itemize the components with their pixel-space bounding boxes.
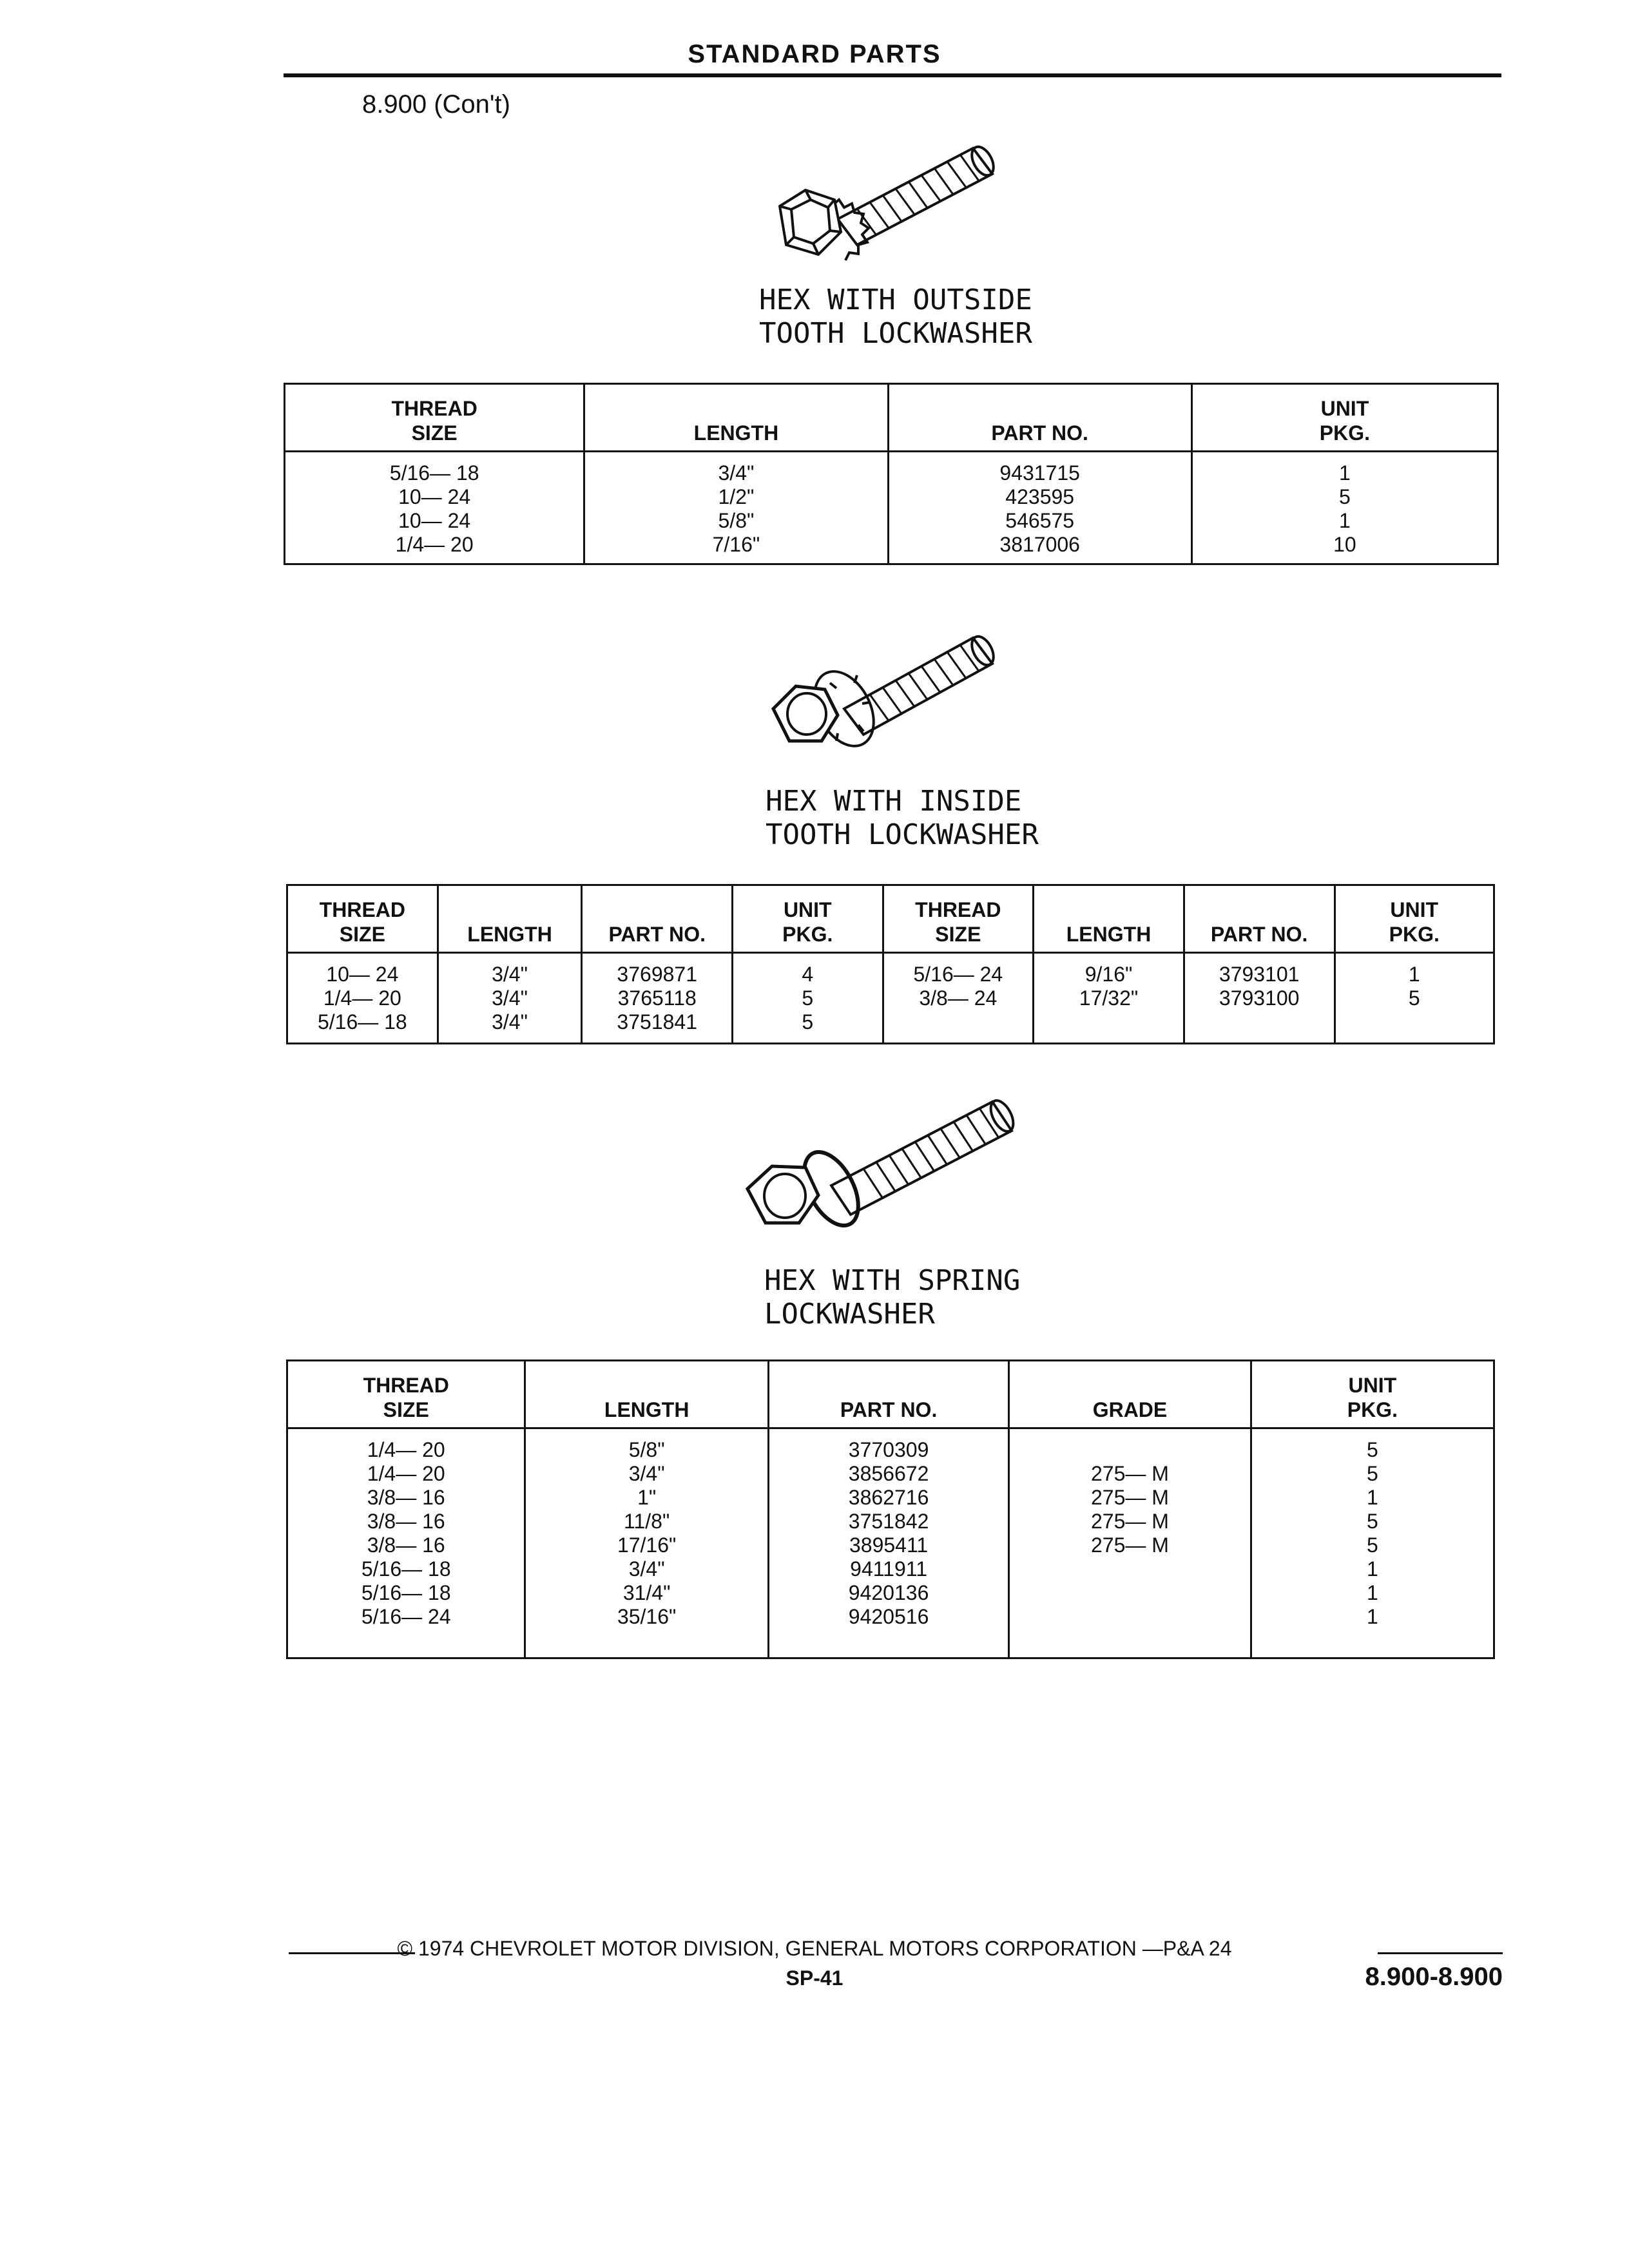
column-header: LENGTH (525, 1361, 768, 1428)
table-cell: 275— M (1091, 1462, 1169, 1485)
bolt-outside-tooth-lockwasher-icon (760, 129, 1018, 277)
column-header: PART NO. (582, 885, 733, 953)
section-reference: 8.900 (Con't) (362, 90, 510, 119)
table-cell: 10— 24 (398, 485, 471, 508)
section-caption: HEX WITH OUTSIDE TOOTH LOCKWASHER (759, 284, 1032, 350)
table-cell: 3751841 (617, 1010, 697, 1033)
column-header: THREAD SIZE (883, 885, 1034, 953)
table-cell: 11/8" (624, 1510, 670, 1533)
table-cell: 1/4— 20 (323, 986, 401, 1010)
thread-size-cells (287, 1428, 525, 1658)
table-cell: 3793100 (1219, 986, 1300, 1010)
length-cells (525, 1428, 768, 1658)
table-cell: 3/4" (492, 1010, 528, 1033)
header-rule (284, 73, 1501, 77)
unit-pkg-cells (733, 953, 883, 1044)
table-cell (1014, 1605, 1246, 1629)
table-cell: 5 (1339, 485, 1351, 508)
section-caption: HEX WITH SPRING LOCKWASHER (764, 1264, 1021, 1331)
table-cell: 10— 24 (326, 963, 399, 986)
table-cell: 1 (1366, 1581, 1378, 1604)
table-cell: 9411911 (850, 1557, 927, 1581)
parts-table-outside-tooth (284, 383, 1499, 565)
table-cell: 1" (637, 1486, 657, 1509)
table-row (285, 452, 1498, 564)
table-cell: 5 (1366, 1462, 1378, 1485)
table-cell (1014, 1557, 1246, 1581)
table-cell (888, 1010, 1029, 1034)
column-header: PART NO. (1184, 885, 1335, 953)
column-header: UNIT PKG. (1335, 885, 1494, 953)
table-cell: 5/16— 18 (361, 1557, 451, 1581)
table-cell: 1/4— 20 (367, 1462, 445, 1485)
column-header: UNIT PKG. (1251, 1361, 1494, 1428)
table-cell: 546575 (1005, 509, 1075, 532)
column-header: UNIT PKG. (733, 885, 883, 953)
table-cell: 3/8— 16 (367, 1486, 445, 1509)
table-cell: 3895411 (849, 1533, 929, 1557)
page-number: SP-41 (786, 1966, 843, 1990)
column-header: LENGTH (438, 885, 582, 953)
length-cells (438, 953, 582, 1044)
part-number-cells (768, 1428, 1008, 1658)
section-caption: HEX WITH INSIDE TOOTH LOCKWASHER (766, 785, 1039, 851)
table-cell: 9420516 (848, 1605, 929, 1628)
table-cell: 10 (1333, 533, 1356, 556)
copyright-notice: © 1974 CHEVROLET MOTOR DIVISION, GENERAL MOTORS CORPORATION —P&A 24 (397, 1937, 1232, 1960)
table-cell: 275— M (1091, 1533, 1169, 1557)
table-row (287, 953, 1494, 1044)
parts-table-inside-tooth (286, 884, 1495, 1044)
table-cell: 1/2" (718, 485, 755, 508)
table-cell (1340, 1010, 1490, 1034)
table-cell: 1 (1408, 963, 1420, 986)
page-header-title: STANDARD PARTS (688, 40, 941, 68)
table-cell: 3/4" (628, 1462, 665, 1485)
thread-size-cells (287, 953, 438, 1044)
part-number-cells (1184, 953, 1335, 1044)
table-cell: 1/4— 20 (395, 533, 474, 556)
table-row (287, 1428, 1494, 1658)
table-cell: 7/16" (712, 533, 760, 556)
table-cell: 5 (1408, 986, 1420, 1010)
table-cell: 3/4" (492, 963, 528, 986)
column-header: UNIT PKG. (1191, 384, 1498, 452)
table-cell: 5/16— 18 (317, 1010, 407, 1033)
parts-table-spring-lockwasher (286, 1360, 1495, 1659)
table-cell: 1 (1366, 1486, 1378, 1509)
table-cell: 3765118 (617, 986, 697, 1010)
table-cell (1014, 1581, 1246, 1605)
table-cell: 3770309 (848, 1438, 929, 1461)
table-cell: 4 (802, 963, 814, 986)
unit-pkg-cells (1335, 953, 1494, 1044)
bolt-spring-lockwasher-icon (735, 1076, 1044, 1250)
table-cell: 3793101 (1219, 963, 1300, 986)
table-cell: 1 (1339, 461, 1351, 485)
table-cell: 275— M (1091, 1510, 1169, 1533)
table-cell: 5/16— 24 (913, 963, 1003, 986)
length-cells (584, 452, 888, 564)
column-header: PART NO. (768, 1361, 1008, 1428)
table-cell: 423595 (1005, 485, 1075, 508)
table-cell (1038, 1010, 1179, 1034)
table-cell: 1/4— 20 (367, 1438, 445, 1461)
thread-size-cells (285, 452, 584, 564)
table-cell: 5/8" (628, 1438, 665, 1461)
table-cell: 9420136 (848, 1581, 929, 1604)
bolt-inside-tooth-lockwasher-icon (760, 612, 1018, 767)
column-header: LENGTH (1034, 885, 1184, 953)
table-cell: 9/16" (1084, 963, 1133, 986)
table-cell: 3/4" (628, 1557, 665, 1581)
table-cell: 5/16— 18 (389, 461, 479, 485)
table-cell: 3817006 (999, 533, 1080, 556)
table-cell: 5 (1366, 1533, 1378, 1557)
part-number-cells (582, 953, 733, 1044)
table-cell: 1 (1366, 1605, 1378, 1628)
table-cell: 3769871 (617, 963, 697, 986)
table-cell: 5/16— 24 (361, 1605, 451, 1628)
table-cell: 3/4" (718, 461, 755, 485)
table-cell: 275— M (1091, 1486, 1169, 1509)
table-cell (1014, 1438, 1246, 1462)
unit-pkg-cells (1191, 452, 1498, 564)
length-cells (1034, 953, 1184, 1044)
column-header: THREAD SIZE (287, 885, 438, 953)
table-cell: 5 (802, 1010, 814, 1033)
grade-cells (1009, 1428, 1251, 1658)
column-header: THREAD SIZE (287, 1361, 525, 1428)
table-cell: 10— 24 (398, 509, 471, 532)
table-cell: 5/16— 18 (361, 1581, 451, 1604)
table-cell: 3751842 (848, 1510, 929, 1533)
table-cell: 5 (802, 986, 814, 1010)
table-cell: 5/8" (718, 509, 755, 532)
table-cell: 5 (1366, 1510, 1378, 1533)
table-cell: 17/16" (617, 1533, 677, 1557)
table-cell (1189, 1010, 1330, 1034)
table-cell: 31/4" (622, 1581, 671, 1604)
column-header: LENGTH (584, 384, 888, 452)
table-cell: 3856672 (848, 1462, 929, 1485)
table-cell: 3862716 (848, 1486, 929, 1509)
table-cell: 9431715 (999, 461, 1080, 485)
section-range: 8.900-8.900 (1365, 1963, 1503, 1991)
column-header: THREAD SIZE (285, 384, 584, 452)
unit-pkg-cells (1251, 1428, 1494, 1658)
table-cell: 1 (1366, 1557, 1378, 1581)
column-header: PART NO. (888, 384, 1191, 452)
thread-size-cells (883, 953, 1034, 1044)
table-cell: 3/4" (492, 986, 528, 1010)
table-cell: 17/32" (1079, 986, 1139, 1010)
table-cell: 3/8— 24 (919, 986, 998, 1010)
table-cell: 5 (1366, 1438, 1378, 1461)
table-cell: 3/8— 16 (367, 1510, 445, 1533)
table-cell: 1 (1339, 509, 1351, 532)
table-cell: 35/16" (617, 1605, 677, 1628)
column-header: GRADE (1009, 1361, 1251, 1428)
table-cell: 3/8— 16 (367, 1533, 445, 1557)
part-number-cells (888, 452, 1191, 564)
